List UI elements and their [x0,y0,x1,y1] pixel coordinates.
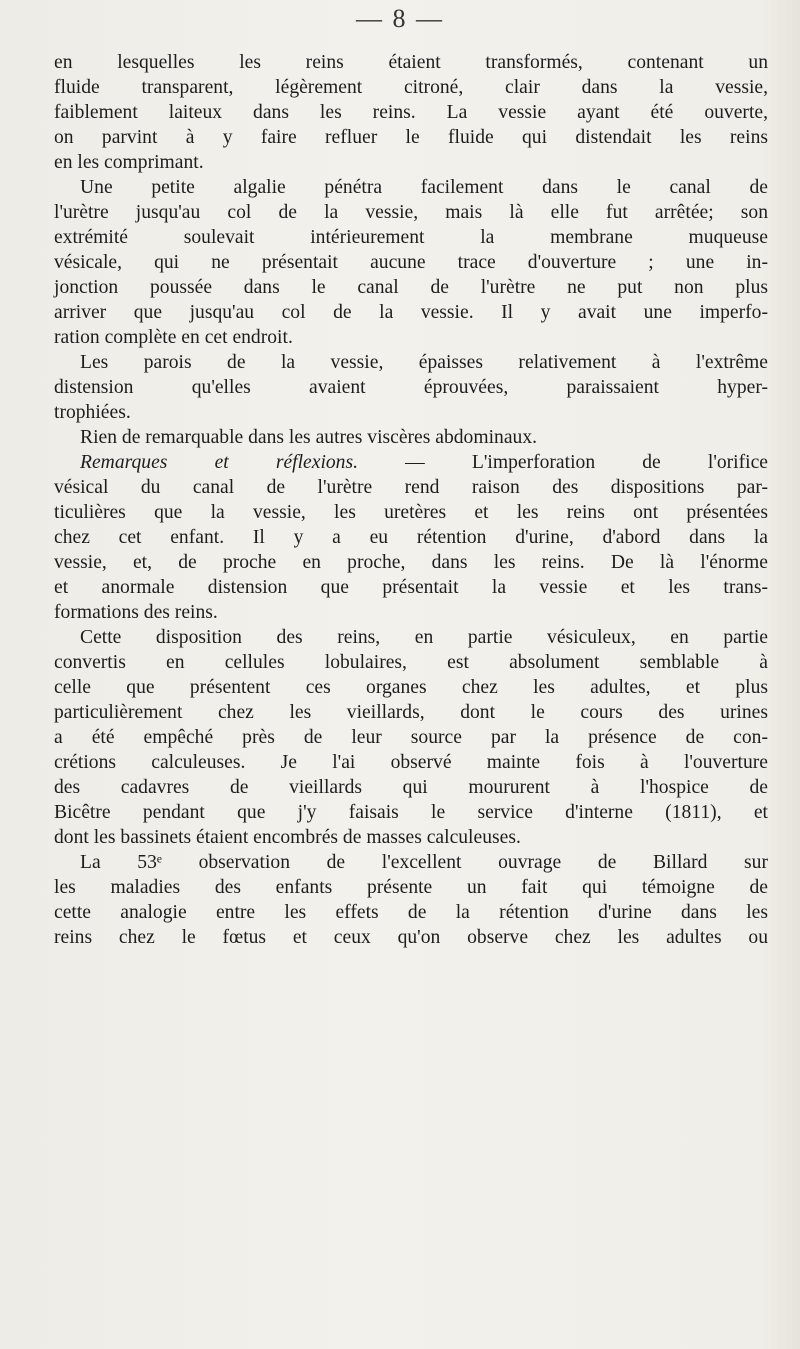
text-line: Rien de remarquable dans les autres viscères abdominaux. [80,427,538,448]
text-line: et anormale distension que présentait la vessie et les trans- [54,577,768,598]
text-line: crétions calculeuses. Je l'ai observé mainte fois à l'ouverture [54,752,768,773]
text-line: trophiées. [54,402,131,423]
text-line: ticulières que la vessie, les uretères et les reins ont présentées [54,502,768,523]
remarks-heading: Remarques et réflexions. [80,452,359,473]
text-line [54,450,768,475]
text-line: celle que présentent ces organes chez les adultes, et plus [54,677,768,698]
text-line: faiblement laiteux dans les reins. La vessie ayant été ouverte, [54,102,768,123]
text-line: vésicale, qui ne présentait aucune trace d'ouverture ; une in- [54,252,768,273]
text-line: cette analogie entre les effets de la rétention d'urine dans les [54,902,768,923]
text-line: La 53ᵉ observation de l'excellent ouvrage de Billard sur [80,852,768,873]
text-fragment: — L'imperforation de l'orifice [405,452,768,473]
text-line: ration complète en cet endroit. [54,327,293,348]
text-line: jonction poussée dans le canal de l'urètre ne put non plus [54,277,768,298]
text-line: particulièrement chez les vieillards, dont le cours des urines [54,702,768,723]
text-line: en les comprimant. [54,152,204,173]
text-line: fluide transparent, légèrement citroné, clair dans la vessie, [54,77,768,98]
text-line: Cette disposition des reins, en partie vésiculeux, en partie [80,627,768,648]
text-line: arriver que jusqu'au col de la vessie. Il y avait une imperfo- [54,302,768,323]
text-line: formations des reins. [54,602,218,623]
text-line: les maladies des enfants présente un fait qui témoigne de [54,877,768,898]
text-line: en lesquelles les reins étaient transformés, contenant un [54,52,768,73]
body-text [54,50,768,950]
page-number: — 8 — [356,4,444,33]
text-line: Les parois de la vessie, épaisses relativement à l'extrême [80,352,768,373]
text-line: a été empêché près de leur source par la présence de con- [54,727,768,748]
text-line: extrémité soulevait intérieurement la membrane muqueuse [54,227,768,248]
text-line: convertis en cellules lobulaires, est absolument semblable à [54,652,768,673]
text-line: des cadavres de vieillards qui moururent à l'hospice de [54,777,768,798]
text-line: vésical du canal de l'urètre rend raison des dispositions par- [54,477,768,498]
text-line: reins chez le fœtus et ceux qu'on observe chez les adultes ou [54,927,768,948]
text-line: l'urètre jusqu'au col de la vessie, mais là elle fut arrêtée; son [54,202,768,223]
text-line: distension qu'elles avaient éprouvées, paraissaient hyper- [54,377,768,398]
text-line: Une petite algalie pénétra facilement dans le canal de [80,177,768,198]
text-line: chez cet enfant. Il y a eu rétention d'urine, d'abord dans la [54,527,768,548]
text-line: on parvint à y faire refluer le fluide qui distendait les reins [54,127,768,148]
text-line: Bicêtre pendant que j'y faisais le service d'interne (1811), et [54,802,768,823]
text-line: dont les bassinets étaient encombrés de masses calculeuses. [54,827,521,848]
text-line: vessie, et, de proche en proche, dans les reins. De là l'énorme [54,552,768,573]
